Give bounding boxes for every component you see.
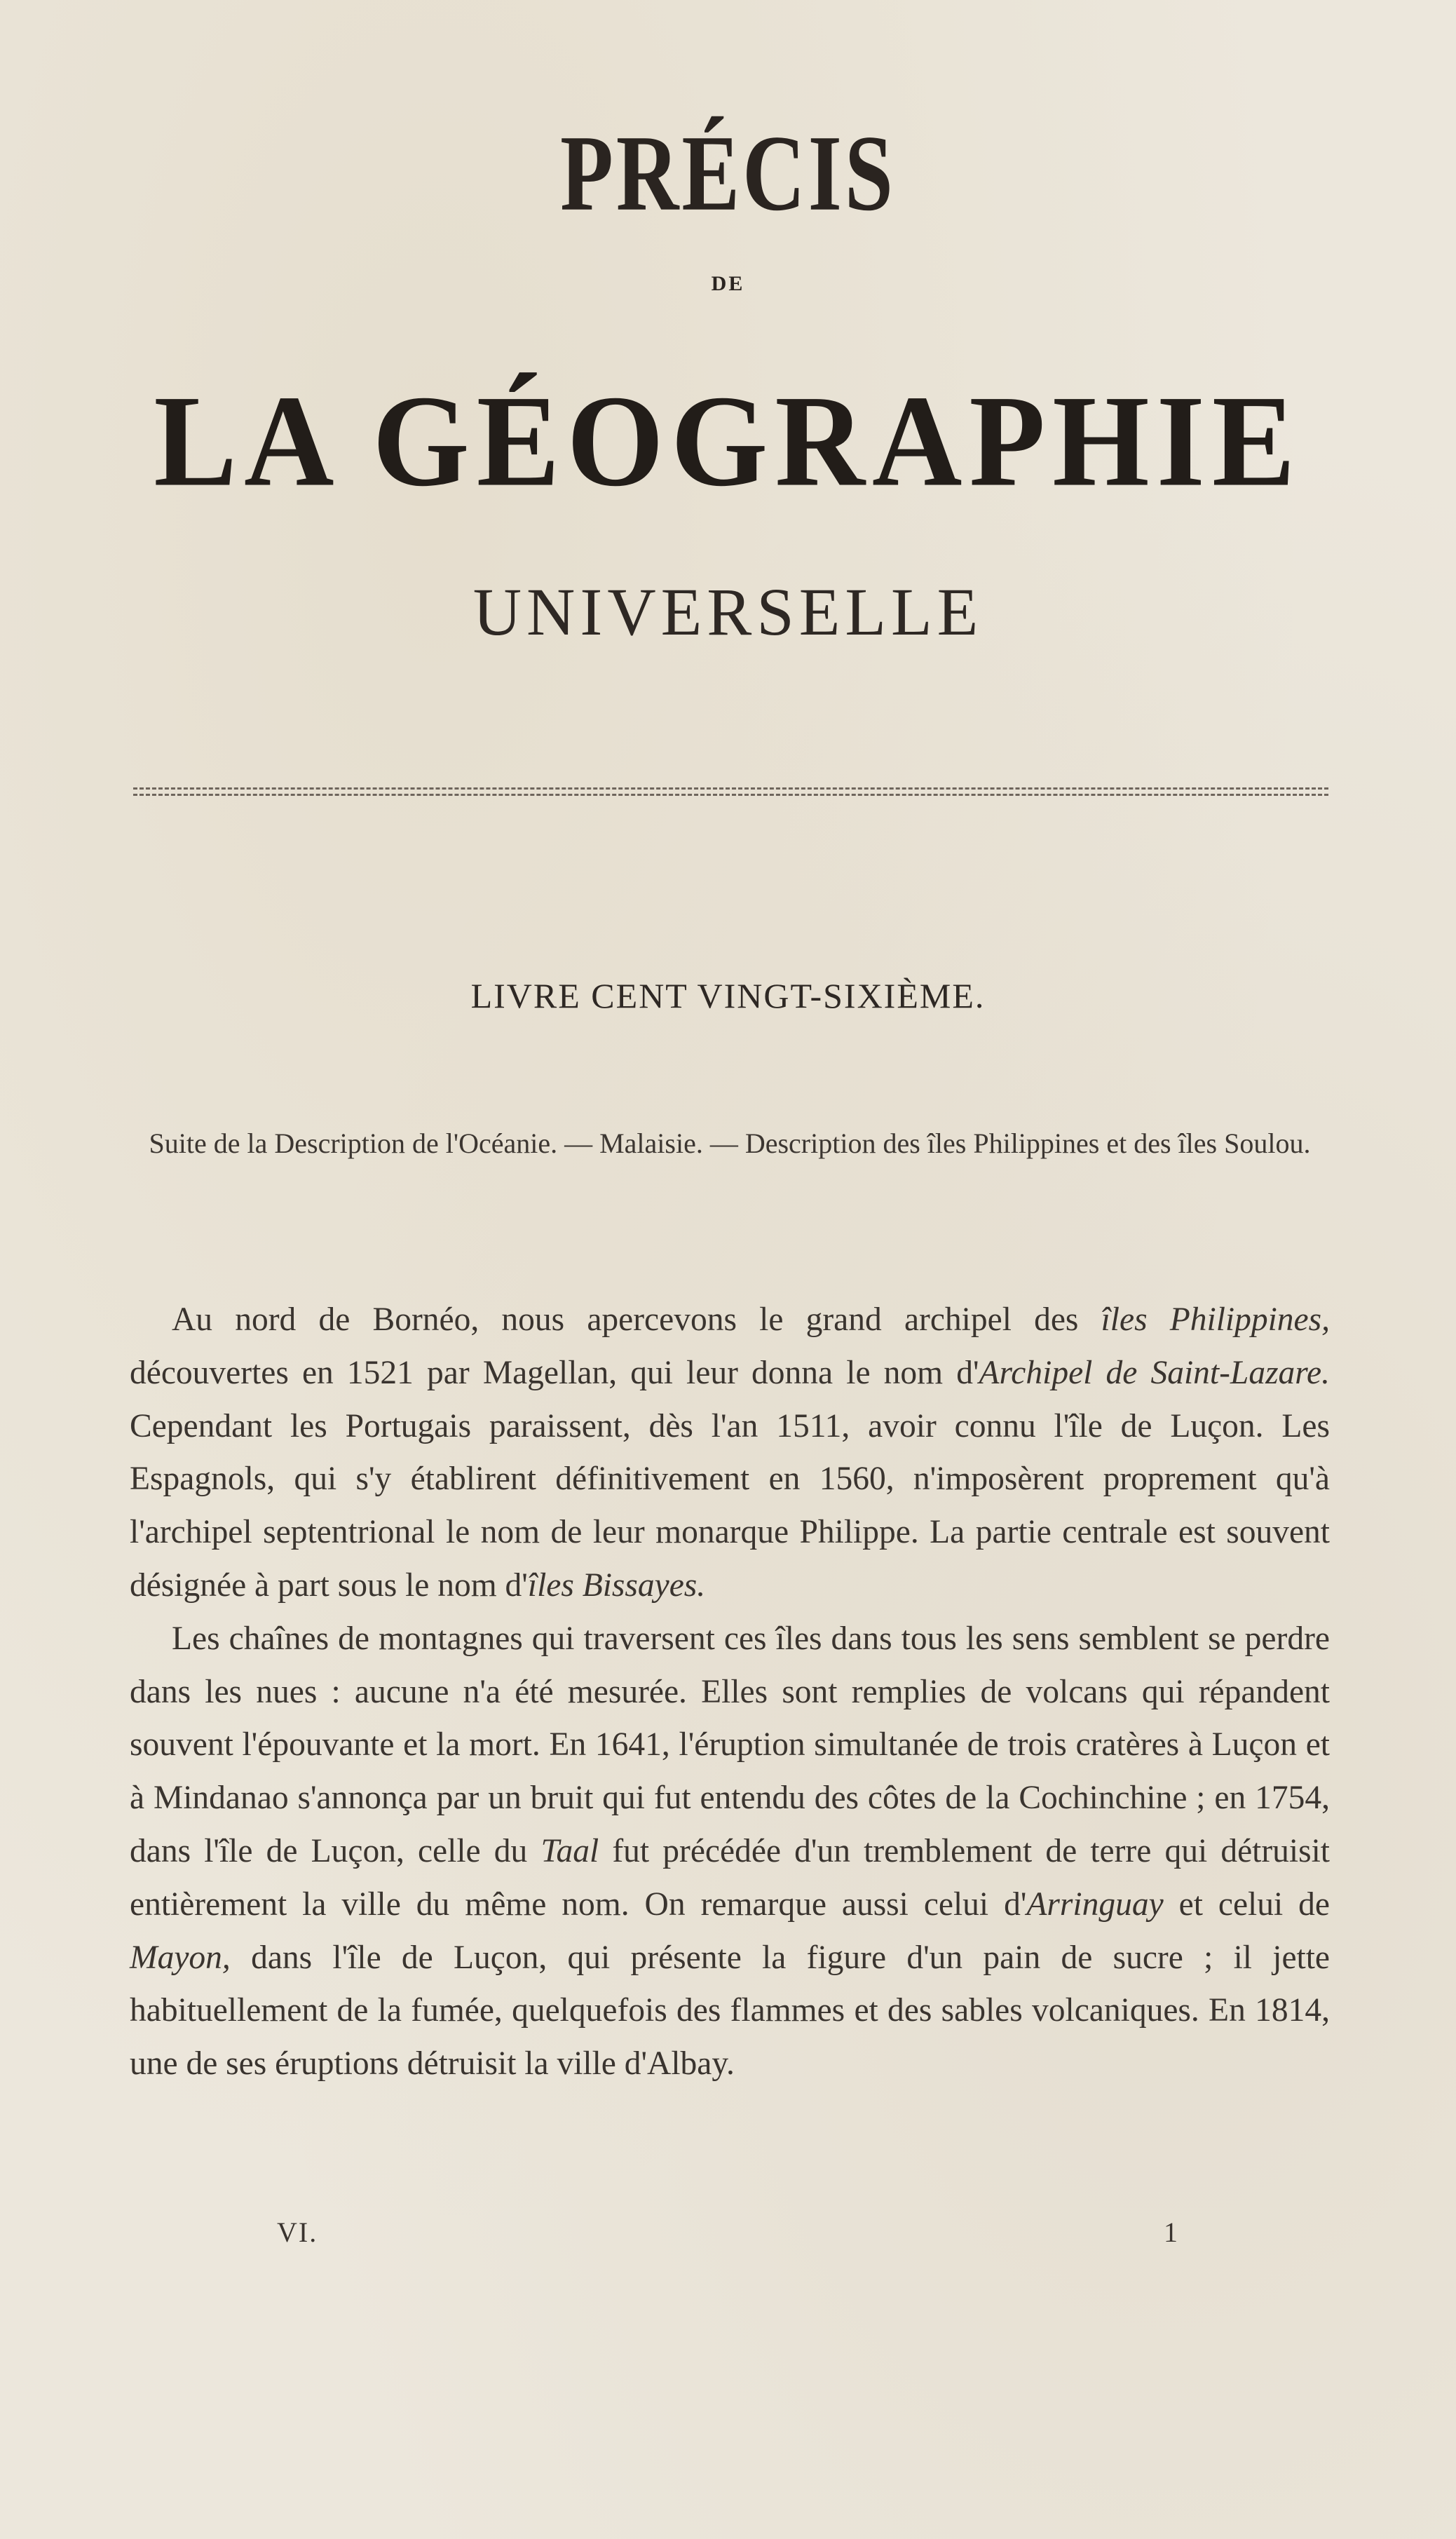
body-text	[130, 1294, 1330, 2091]
chapter-summary: Suite de la Description de l'Océanie. — Malaisie. — Description des îles Philippines et des îles Soulou.	[149, 1128, 1311, 1159]
p2-italic-1: Taal	[540, 1832, 599, 1869]
title-geographie: LA GÉOGRAPHIE	[154, 367, 1302, 514]
title-universelle: UNIVERSELLE	[472, 574, 984, 649]
paragraph-1	[130, 1294, 1330, 1613]
volume-number: VI.	[277, 2216, 318, 2248]
p2-text-1: Les chaînes de montagnes qui traversent ces îles dans tous les sens semblent se perdre dans les nues : aucune n'a été mesurée. Elles sont remplies de volcans qui répandent souvent l'épouvante et la mort. En 1641, l'éruption simultanée de trois cratères à Luçon et à Mindanao s'annonça par un bruit qui fut entendu des côtes de la Cochinchine ; en 1754, dans l'île de Luçon, celle du	[130, 1620, 1330, 1869]
title-precis: PRÉCIS	[560, 113, 896, 233]
p1-italic-3: îles Bissayes.	[527, 1566, 706, 1604]
title-de: DE	[711, 272, 745, 295]
p1-text-2: découvertes en 1521 par Magellan, qui leur donna le nom d'	[130, 1354, 979, 1391]
book-title: LIVRE CENT VINGT-SIXIÈME.	[470, 976, 986, 1015]
paragraph-2	[130, 1613, 1330, 2091]
ornamental-rule	[133, 787, 1328, 797]
signature-mark: 1	[1164, 2216, 1178, 2248]
p2-italic-3: Mayon,	[130, 1939, 231, 1976]
p2-italic-2: Arringuay	[1026, 1885, 1164, 1923]
p1-text-1: Au nord de Bornéo, nous apercevons le grand archipel des	[172, 1301, 1101, 1338]
p2-text-2: fut précédée d'un tremblement de terre qui détruisit entièrement la ville du même nom. On remarque aussi celui d'	[130, 1832, 1331, 1923]
page-footer	[0, 2216, 1456, 2251]
p2-text-3: et celui de	[1163, 1885, 1330, 1923]
p2-text-4: dans l'île de Luçon, qui présente la figure d'un pain de sucre ; il jette habituellement de la fumée, quelquefois des flammes et des sables volcaniques. En 1814, une de ses éruptions détruisit la ville d'Albay.	[130, 1939, 1330, 2083]
p1-text-3: Cependant les Portugais paraissent, dès l'an 1511, avoir connu l'île de Luçon. Les Espagnols, qui s'y établirent définitivement en 1560, n'imposèrent proprement qu'à l'archipel septentrional le nom de leur monarque Philippe. La partie centrale est souvent désignée à part sous le nom d'	[130, 1407, 1330, 1604]
p1-italic-1: îles Philippines,	[1101, 1301, 1330, 1338]
p1-italic-2: Archipel de Saint-Lazare.	[979, 1354, 1330, 1391]
